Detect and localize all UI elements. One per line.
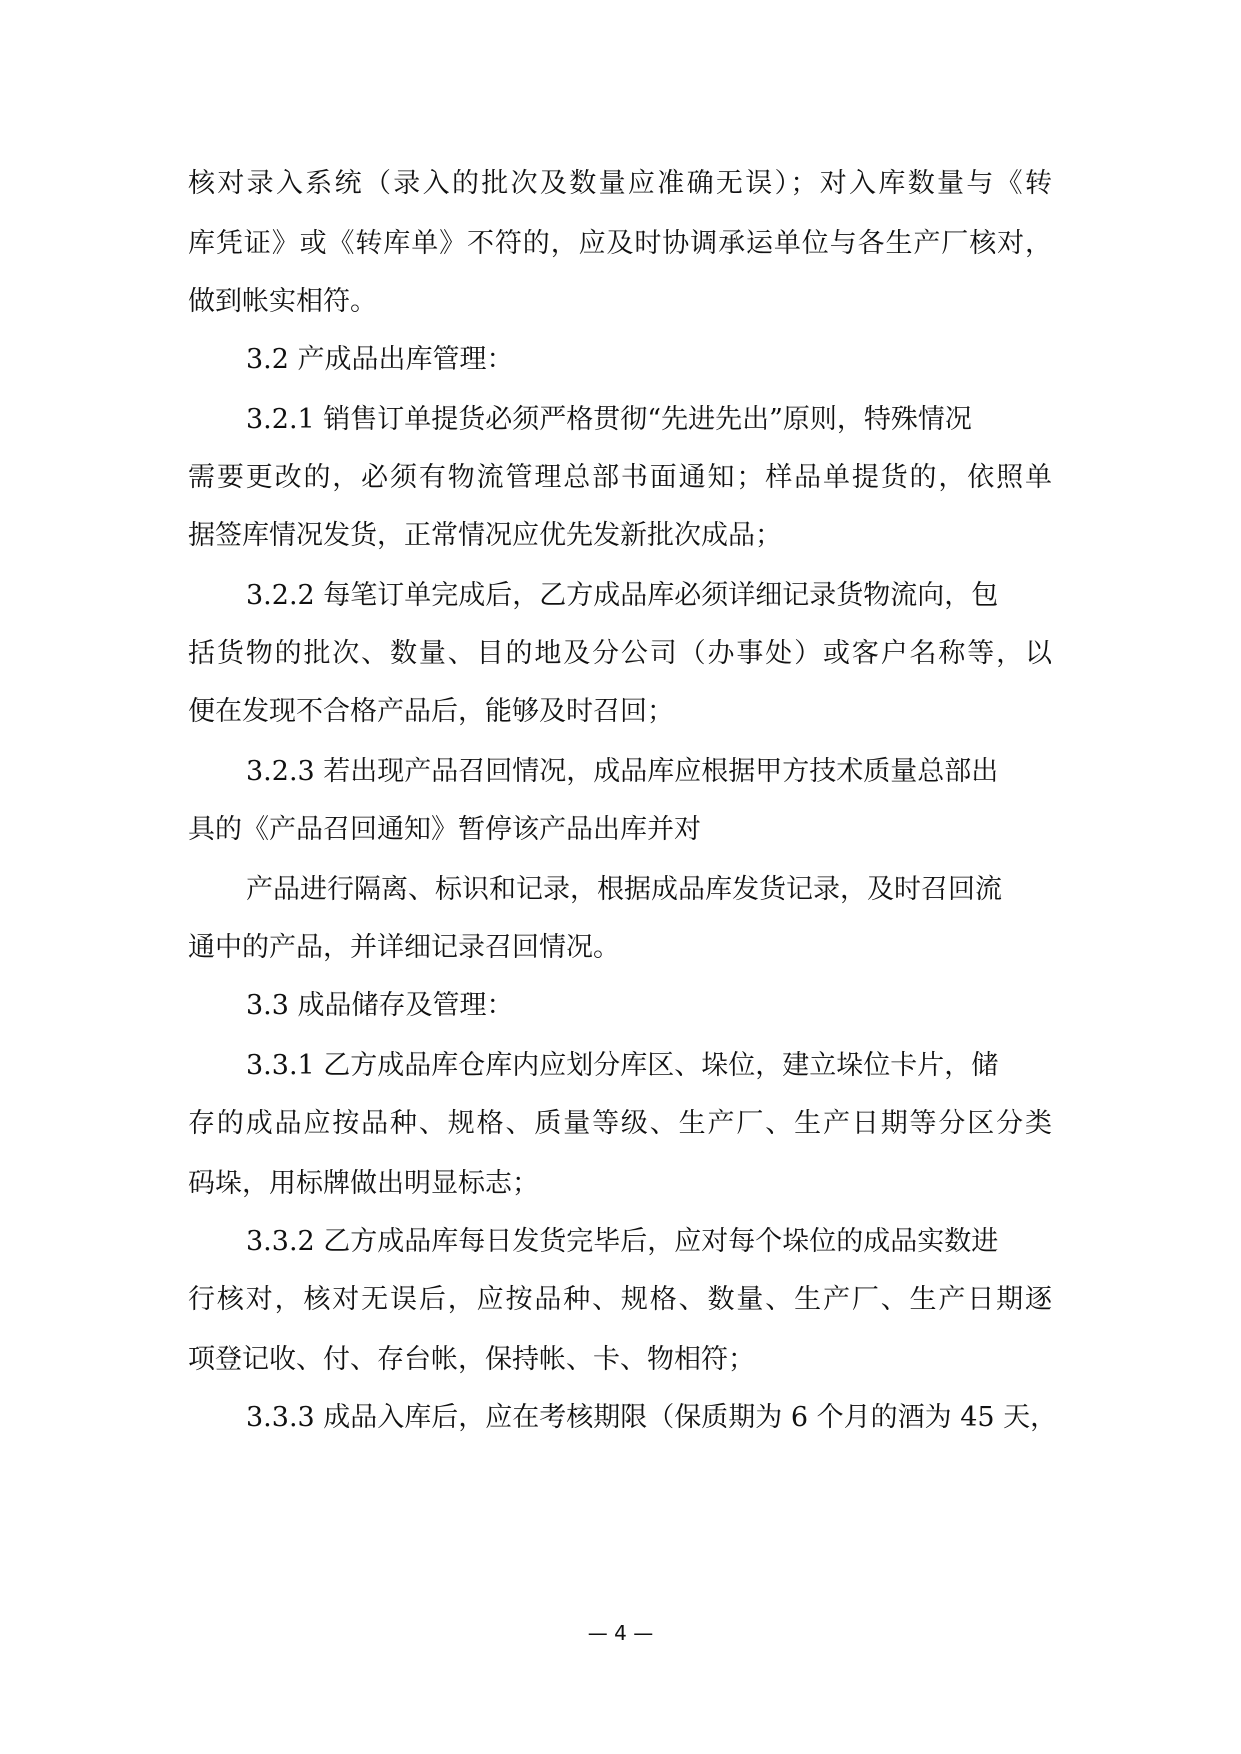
- text-line: 存的成品应按品种、规格、质量等级、生产厂、生产日期等分区分类: [188, 1108, 1052, 1139]
- text-line: 做到帐实相符。: [188, 286, 377, 317]
- text-line: 3.2.3 若出现产品召回情况，成品库应根据甲方技术质量总部出: [246, 756, 999, 787]
- text-line: 产品进行隔离、标识和记录，根据成品库发货记录，及时召回流: [246, 874, 1002, 905]
- section-heading: 3.3 成品储存及管理：: [246, 990, 514, 1021]
- text-line: 项登记收、付、存台帐，保持帐、卡、物相符；: [188, 1344, 755, 1375]
- section-heading: 3.2 产成品出库管理：: [246, 344, 514, 375]
- text-line: 需要更改的，必须有物流管理总部书面通知；样品单提货的，依照单: [188, 462, 1052, 493]
- page-number: — 4 —: [587, 1621, 654, 1645]
- text-line: 3.3.3 成品入库后，应在考核期限（保质期为 6 个月的酒为 45 天，: [246, 1402, 1058, 1433]
- text-line: 核对录入系统（录入的批次及数量应准确无误）；对入库数量与《转: [188, 168, 1052, 199]
- text-line: 3.3.1 乙方成品库仓库内应划分库区、垛位，建立垛位卡片，储: [246, 1050, 999, 1081]
- text-line: 3.2.1 销售订单提货必须严格贯彻“先进先出”原则，特殊情况: [246, 404, 972, 435]
- text-line: 据签库情况发货，正常情况应优先发新批次成品；: [188, 520, 782, 551]
- text-line: 行核对，核对无误后，应按品种、规格、数量、生产厂、生产日期逐: [188, 1284, 1052, 1315]
- text-line: 3.2.2 每笔订单完成后，乙方成品库必须详细记录货物流向，包: [246, 580, 999, 611]
- text-line: 库凭证》或《转库单》不符的，应及时协调承运单位与各生产厂核对，: [188, 228, 1052, 259]
- text-line: 3.3.2 乙方成品库每日发货完毕后，应对每个垛位的成品实数进: [246, 1226, 999, 1257]
- text-line: 具的《产品召回通知》暂停该产品出库并对: [188, 814, 701, 845]
- text-line: 码垛，用标牌做出明显标志；: [188, 1168, 539, 1199]
- text-line: 括货物的批次、数量、目的地及分公司（办事处）或客户名称等，以: [188, 638, 1052, 669]
- text-line: 便在发现不合格产品后，能够及时召回；: [188, 696, 674, 727]
- text-line: 通中的产品，并详细记录召回情况。: [188, 932, 620, 963]
